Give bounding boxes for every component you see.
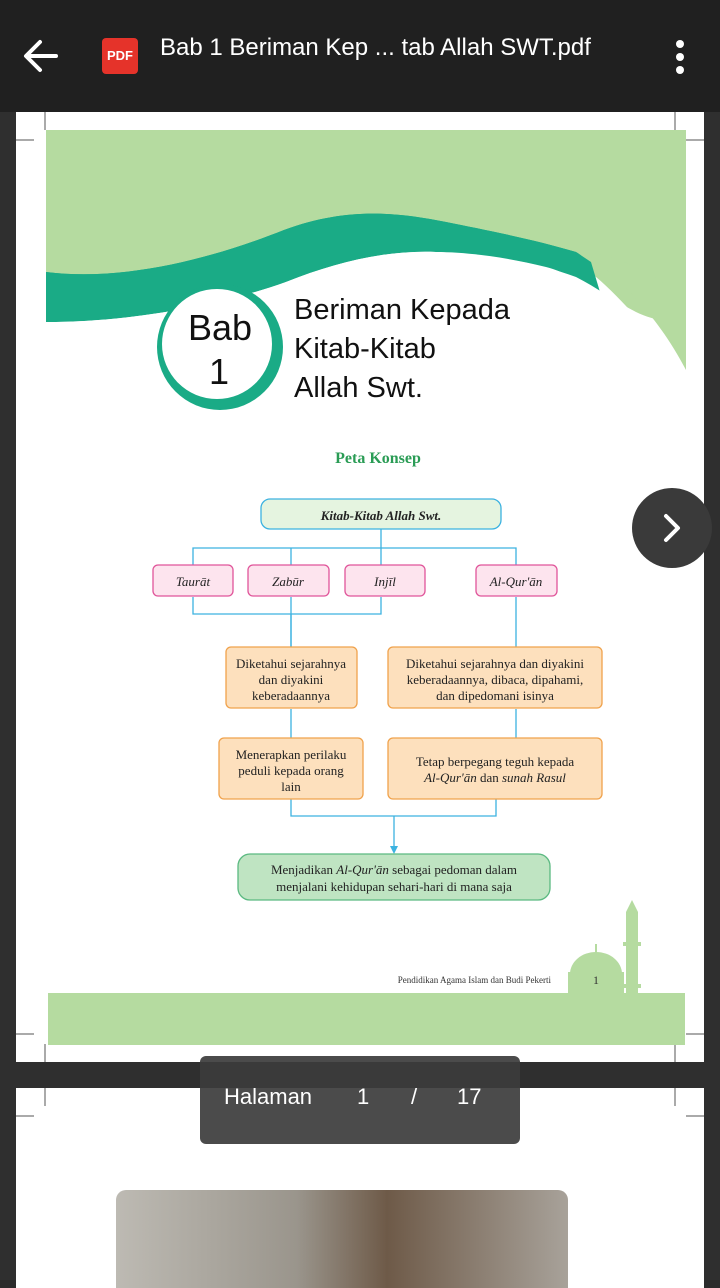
pdf-page-1 [16, 112, 704, 1062]
page-indicator-label: Halaman [224, 1084, 313, 1109]
book-label-alquran: Al-Qur'ān [489, 574, 543, 589]
chapter-title-line-3: Allah Swt. [294, 372, 423, 404]
right-known-line-3: dan dipedomani isinya [436, 688, 554, 703]
chapter-title-line-2: Kitab-Kitab [294, 333, 436, 365]
page-indicator-total: 17 [457, 1084, 482, 1109]
left-known-line-2: dan diyakini [258, 672, 324, 687]
page-footer-text: Pendidikan Agama Islam dan Budi Pekerti [397, 975, 551, 985]
left-known-line-3: keberadaannya [252, 688, 330, 703]
pdf-file-icon: PDF [102, 38, 138, 74]
right-known-line-2: keberadaannya, dibaca, dipahami, [406, 672, 584, 687]
result-line-1: Menjadikan Al-Qur'ān sebagai pedoman dalam [270, 862, 518, 877]
left-apply-line-2: peduli kepada orang [238, 763, 344, 778]
chapter-word: Bab [187, 307, 253, 348]
left-known-line-1: Diketahui sejarahnya [235, 656, 347, 671]
left-apply-line-1: Menerapkan perilaku [235, 747, 347, 762]
arrow-left-icon[interactable] [18, 30, 66, 82]
book-label-zabur: Zabūr [272, 574, 304, 589]
book-label-taurat: Taurāt [175, 574, 211, 589]
right-known-line-1: Diketahui sejarahnya dan diyakini [406, 656, 584, 671]
document-title: Bab 1 Beriman Kep ... tab Allah SWT.pdf [160, 34, 591, 61]
footer-band [48, 993, 685, 1045]
chapter-title-line-1: Beriman Kepada [294, 294, 511, 326]
concept-root-label: Kitab-Kitab Allah Swt. [320, 508, 442, 523]
more-vertical-icon[interactable] [660, 40, 700, 76]
page-artwork [16, 112, 704, 1062]
chapter-number: 1 [208, 351, 230, 392]
app-bar [0, 0, 720, 112]
page-indicator [200, 1056, 520, 1144]
right-apply-line-2: Al-Qur'ān dan sunah Rasul [424, 770, 566, 785]
right-apply-line-1: Tetap berpegang teguh kepada [415, 754, 575, 769]
book-label-injil: Injīl [374, 574, 396, 589]
chevron-right-icon [632, 488, 712, 568]
page-number: 1 [593, 973, 599, 987]
result-line-2: menjalani kehidupan sehari-hari di mana saja [276, 879, 512, 894]
page-indicator-current: 1 [357, 1084, 370, 1109]
section-title: Peta Konsep [335, 450, 421, 467]
left-apply-line-3: lain [281, 779, 301, 794]
page-2-photo [116, 1190, 568, 1288]
page-indicator-separator: / [411, 1084, 418, 1109]
next-page-button[interactable] [632, 488, 712, 568]
